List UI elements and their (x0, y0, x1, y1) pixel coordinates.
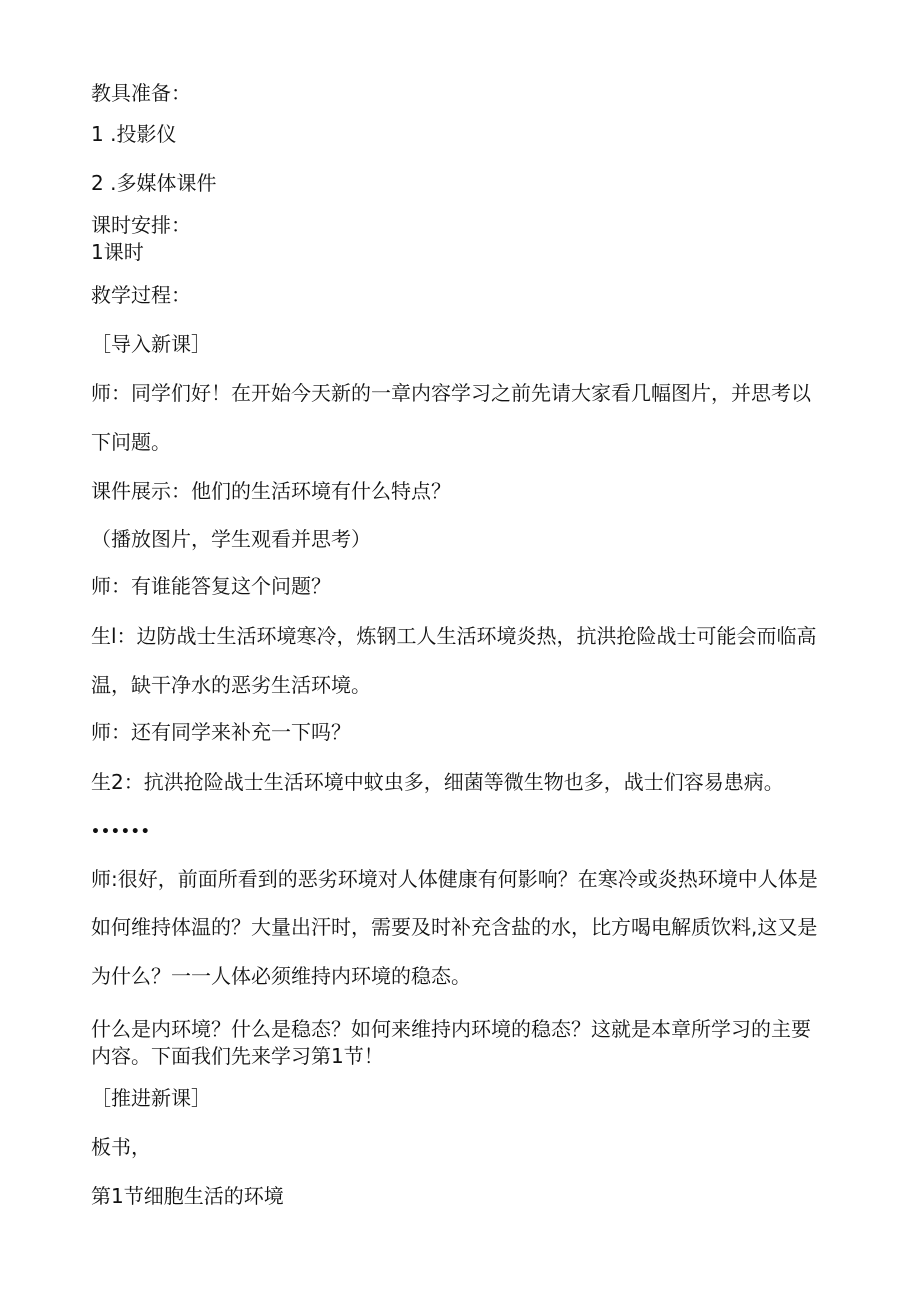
paragraph-line: 师：有谁能答复这个问题？ (91, 574, 331, 598)
paragraph-line: 下问题。 (91, 430, 171, 454)
heading-process: 救学过程： (91, 283, 191, 307)
section-title: 第1节细胞生活的环境 (91, 1184, 284, 1208)
paragraph-line: 师:很好，前面所看到的恶劣环境对人体健康有何影响？在寒冷或炎热环境中人体是 (91, 867, 818, 891)
heading-schedule: 课时安排： (91, 213, 191, 237)
section-intro: ［导入新课］ (91, 332, 211, 356)
ellipsis-dots: •••••• (91, 824, 151, 840)
paragraph-line: 师：还有同学来补充一下吗？ (91, 720, 351, 744)
paragraph-line: 板书， (91, 1135, 151, 1159)
paragraph-line: （播放图片，学生观看并思考） (91, 527, 371, 551)
paragraph-line: 内容。下面我们先来学习第1节！ (91, 1044, 384, 1068)
paragraph-line: 生2：抗洪抢险战士生活环境中蚊虫多，细菌等微生物也多，战士们容易患病。 (91, 770, 784, 794)
paragraph-line: 如何维持体温的？大量出汗时，需要及时补充含盐的水，比方喝电解质饮料,这又是 (91, 915, 818, 939)
paragraph-line: 课件展示：他们的生活环境有什么特点？ (91, 479, 451, 503)
paragraph-line: 温，缺干净水的恶劣生活环境。 (91, 673, 371, 697)
list-item-multimedia: 2 .多媒体课件 (91, 171, 217, 195)
list-item-projector: 1 .投影仪 (91, 122, 177, 146)
schedule-value: 1课时 (91, 240, 144, 264)
paragraph-line: 为什么？一一人体必须维持内环境的稳态。 (91, 964, 471, 988)
paragraph-line: 师：同学们好！在开始今天新的一章内容学习之前先请大家看几幅图片，并思考以 (91, 381, 811, 405)
section-advance: ［推进新课］ (91, 1086, 211, 1110)
paragraph-line: 什么是内环境？什么是稳态？如何来维持内环境的稳态？这就是本章所学习的主要 (91, 1017, 811, 1041)
heading-teaching-aids: 教具准备： (91, 81, 191, 105)
paragraph-line: 生l：边防战士生活环境寒冷，炼钢工人生活环境炎热，抗洪抢险战士可能会而临高 (91, 624, 817, 648)
